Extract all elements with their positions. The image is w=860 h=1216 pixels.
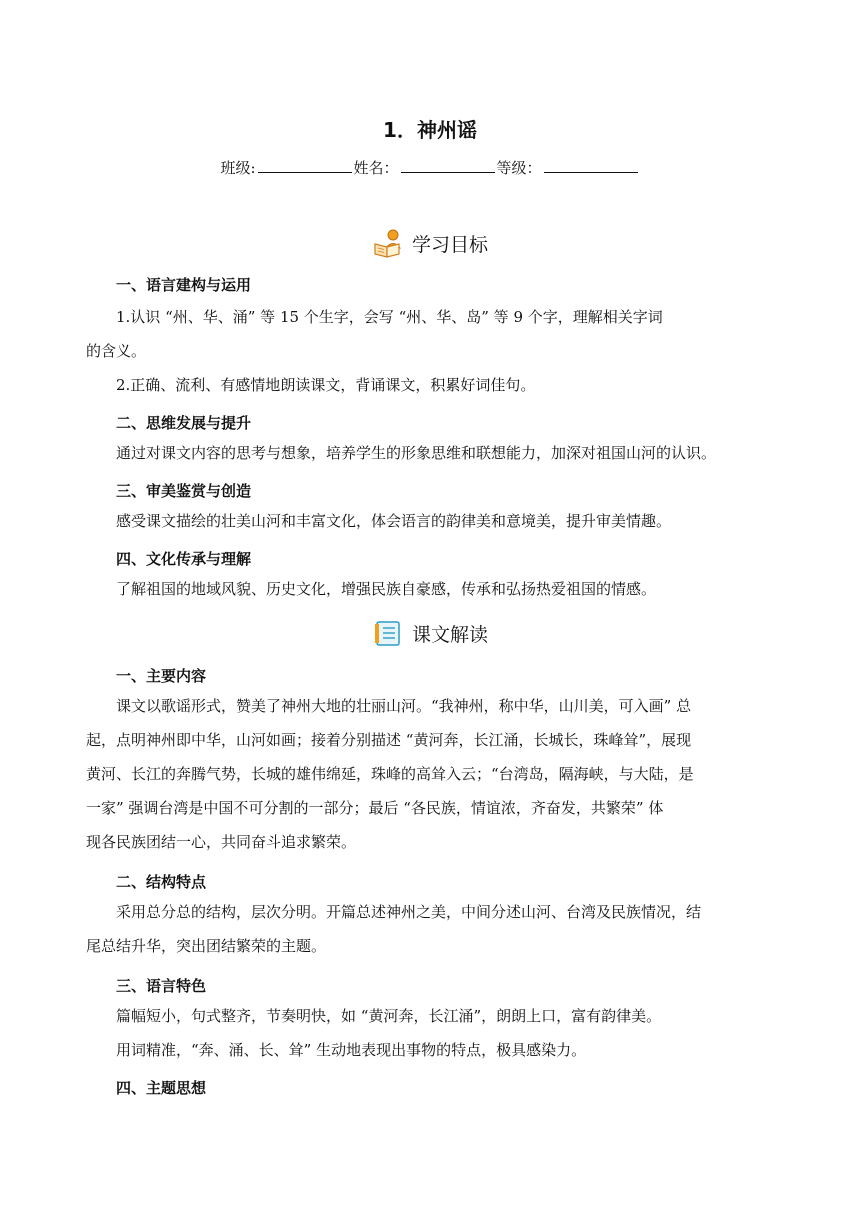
reading-section-heading [0,618,860,648]
reading-heading-2: 二、结构特点 [116,873,207,891]
content-line-2: 起，点明神州即中华，山河如画；接着分别描述 “黄河奔，长江涌，长城长，珠峰耸”，展现 [86,731,692,749]
book-list-icon [372,618,404,648]
goal-text-4: 感受课文描绘的壮美山河和丰富文化，体会语言的韵律美和意境美，提升审美情趣。 [116,512,672,530]
content-line-1: 课文以歌谣形式，赞美了神州大地的壮丽山河。“我神州，称中华，山川美，可入画” 总 [116,697,692,715]
reading-heading-1: 一、主要内容 [116,667,207,685]
name-label: 姓名： [353,159,399,177]
reading-heading-text: 课文解读 [411,623,488,646]
content-line-3: 黄河、长江的奔腾气势，长城的雄伟绵延，珠峰的高耸入云；“台湾岛，隔海峡，与大陆，是 [86,765,694,783]
content-line-5: 现各民族团结一心，共同奋斗追求繁荣。 [86,833,357,851]
grade-label: 等级： [496,159,542,177]
reading-heading-4: 四、主题思想 [116,1079,207,1097]
goal-heading-2: 二、思维发展与提升 [116,414,252,432]
goal-text-1-line1: 1.认识 “州、华、涌” 等 15 个生字，会写 “州、华、岛” 等 9 个字，理解相关字词 [116,308,663,326]
grade-blank[interactable] [544,158,638,173]
language-line-1: 篇幅短小，句式整齐，节奏明快，如 “黄河奔，长江涌”，朗朗上口，富有韵律美。 [116,1007,662,1025]
structure-line-2: 尾总结升华，突出团结繁荣的主题。 [86,937,327,955]
reading-heading-3: 三、语言特色 [116,977,207,995]
goals-heading-text: 学习目标 [411,233,488,256]
language-line-2: 用词精准，“奔、涌、长、耸” 生动地表现出事物的特点，极具感染力。 [116,1041,587,1059]
goal-text-2: 2.正确、流利、有感情地朗读课文，背诵课文，积累好词佳句。 [116,376,536,394]
goal-text-1-line2: 的含义。 [86,342,147,360]
class-label: 班级: [220,159,256,177]
content-line-4: 一家” 强调台湾是中国不可分割的一部分；最后 “各民族，情谊浓，齐奋发，共繁荣” 体 [86,799,664,817]
goal-text-5: 了解祖国的地域风貌、历史文化，增强民族自豪感，传承和弘扬热爱祖国的情感。 [116,580,657,598]
name-blank[interactable] [401,158,495,173]
goal-heading-1: 一、语言建构与运用 [116,276,252,294]
goal-text-3: 通过对课文内容的思考与想象，培养学生的形象思维和联想能力，加深对祖国山河的认识。 [116,444,717,462]
goal-heading-4: 四、文化传承与理解 [116,550,252,568]
goals-section-heading [0,228,860,258]
structure-line-1: 采用总分总的结构，层次分明。开篇总述神州之美，中间分述山河、台湾及民族情况，结 [116,903,702,921]
class-blank[interactable] [258,158,352,173]
lesson-title: 1．神州谣 [383,118,477,142]
student-info-line [0,157,860,178]
reading-person-icon [372,228,404,258]
goal-heading-3: 三、审美鉴赏与创造 [116,482,252,500]
